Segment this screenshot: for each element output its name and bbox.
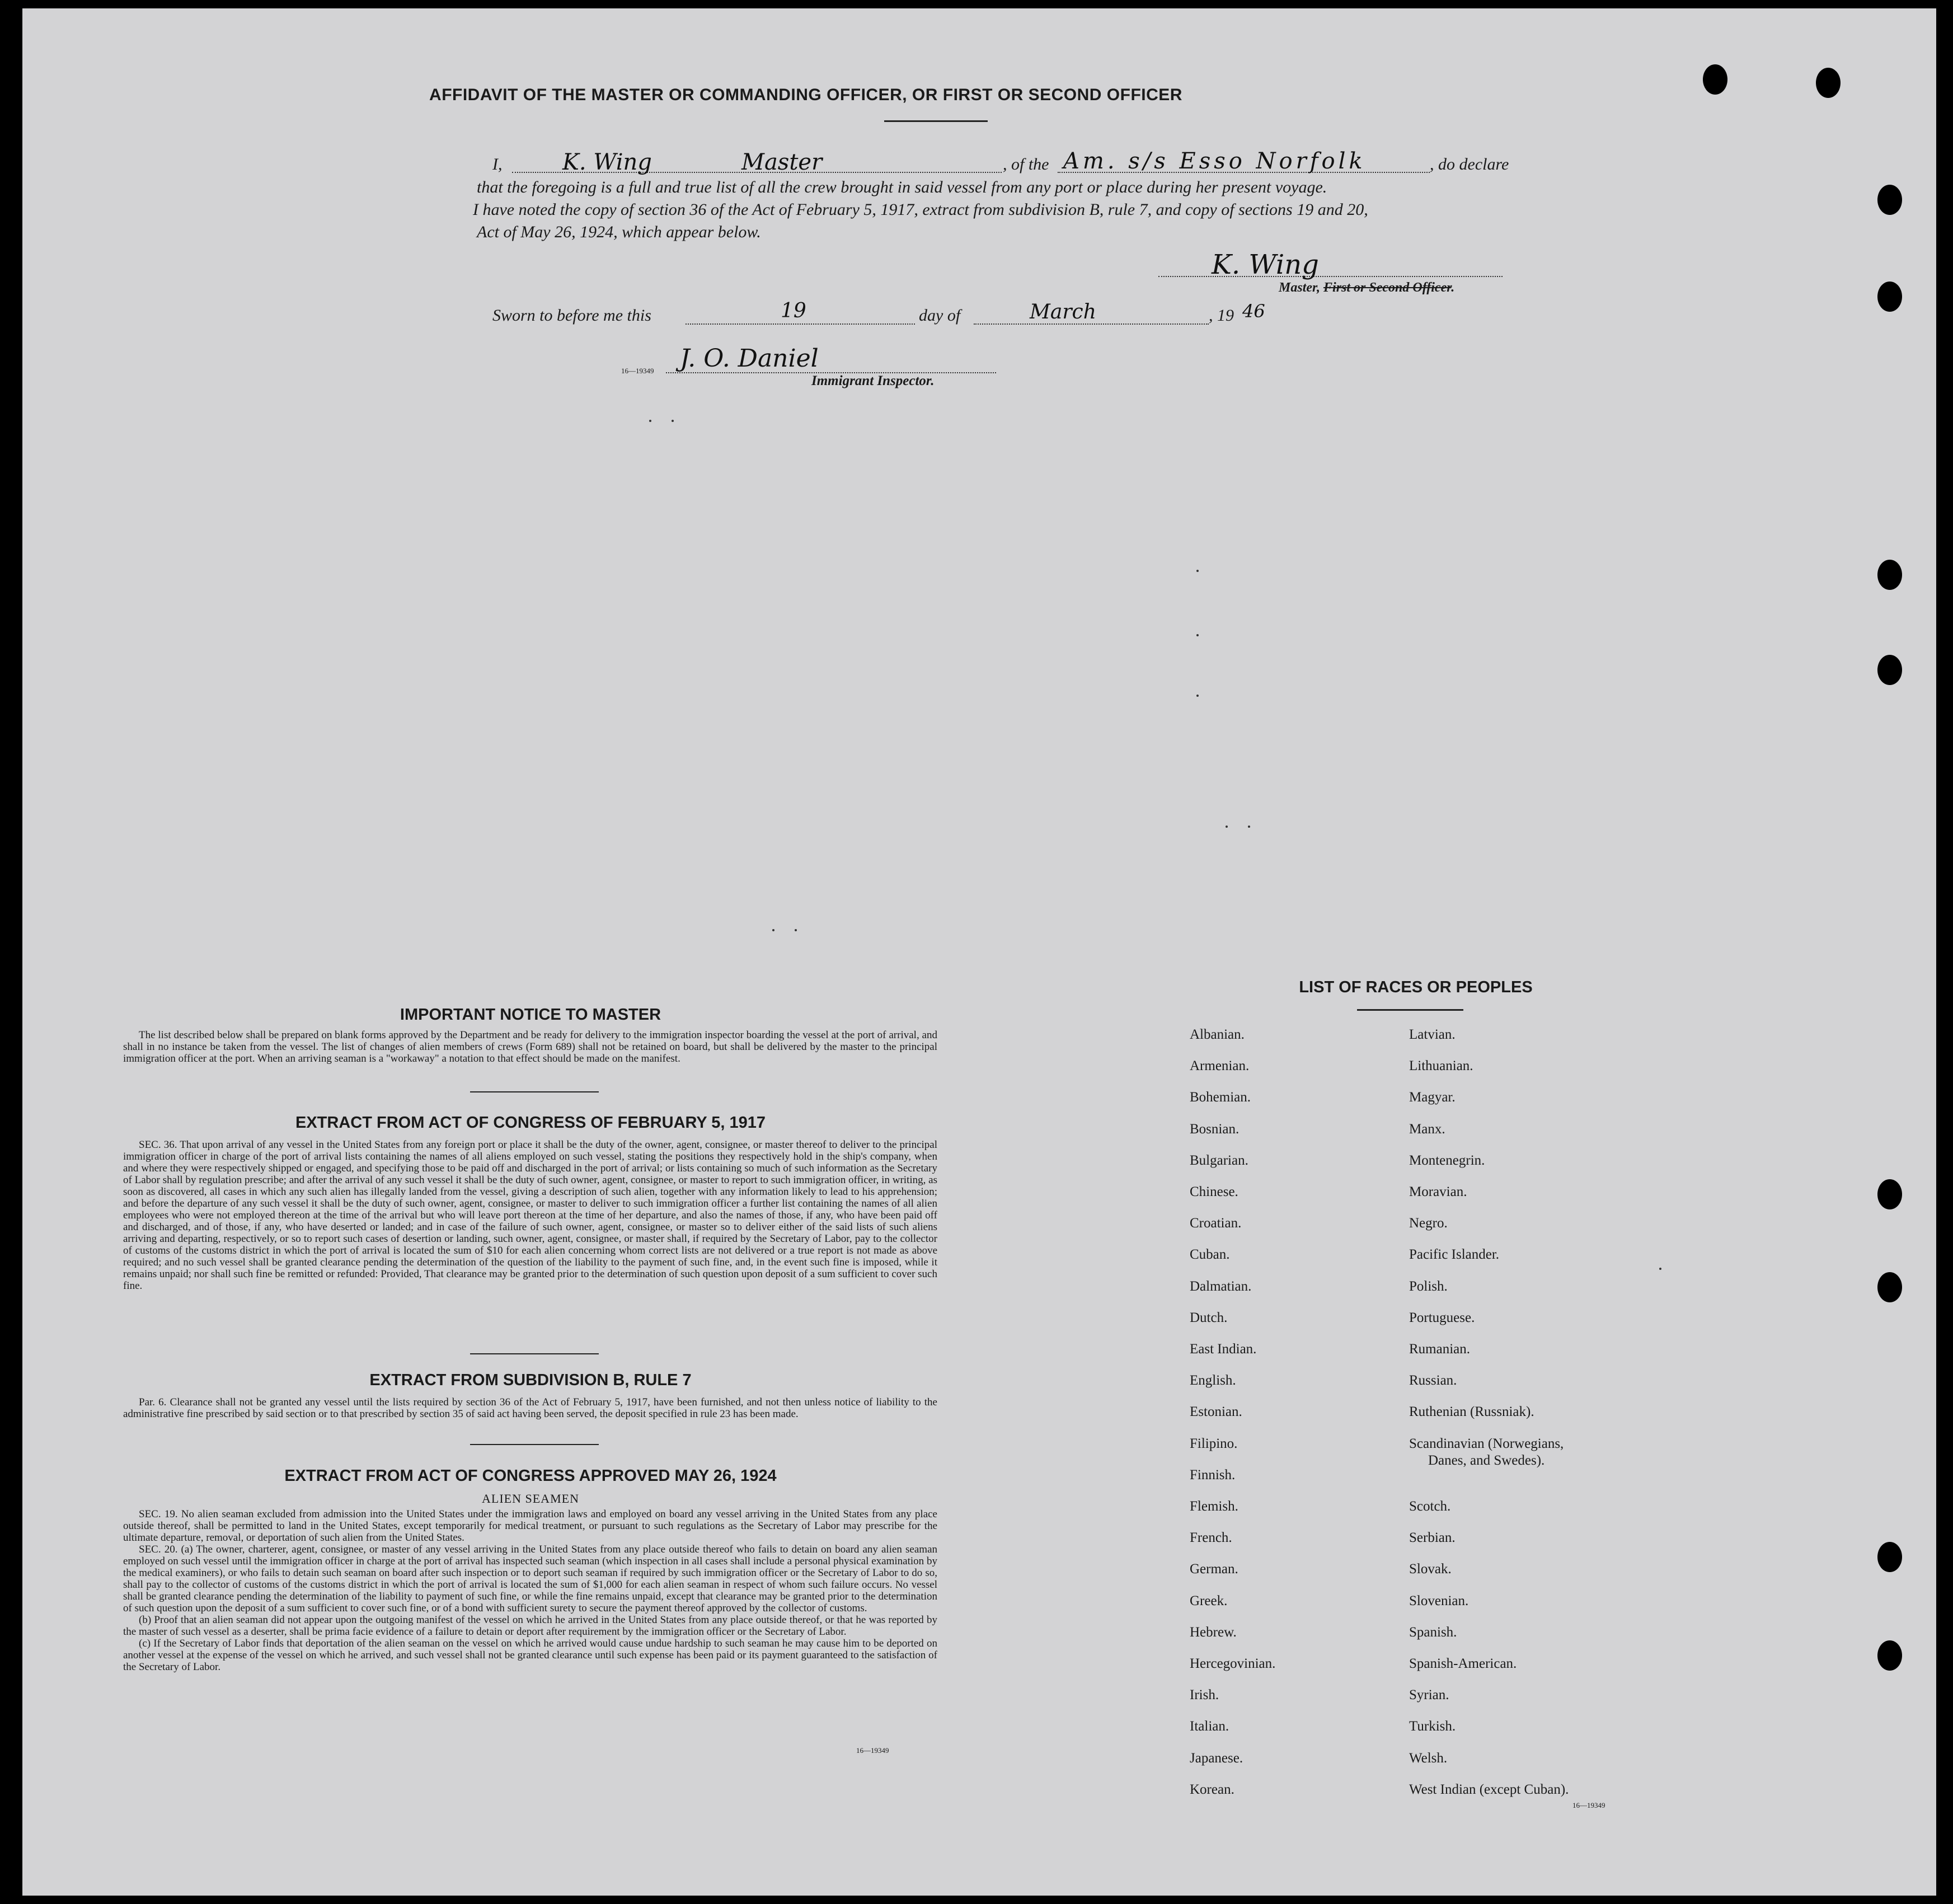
form-number: 16—19349 <box>856 1746 889 1755</box>
day-of-label: day of <box>919 306 961 325</box>
extract-1924-title: EXTRACT FROM ACT OF CONGRESS APPROVED MAY 26, 1924 <box>284 1467 777 1485</box>
signature-caption <box>1279 280 1454 296</box>
speck <box>772 929 774 931</box>
race-item: Portuguese. <box>1409 1310 1475 1325</box>
race-item: Armenian. <box>1190 1058 1250 1074</box>
race-item: Flemish. <box>1190 1499 1238 1514</box>
extract-1924-text <box>123 1508 937 1673</box>
race-item: Bosnian. <box>1190 1121 1240 1137</box>
extract-1917-text <box>123 1139 937 1292</box>
month-value: March <box>1030 301 1096 323</box>
punch-hole <box>1877 1640 1902 1671</box>
punch-hole <box>1816 68 1841 98</box>
race-item: Moravian. <box>1409 1184 1467 1199</box>
extract-1917-title: EXTRACT FROM ACT OF CONGRESS OF FEBRUARY 5, 1917 <box>295 1114 766 1132</box>
speck <box>1659 1268 1661 1270</box>
rank-value: Master <box>741 149 823 175</box>
day-field <box>686 323 915 325</box>
sec-19-paragraph: SEC. 19. No alien seaman excluded from admission into the United States under the immigration laws and employed on board any vessel arriving in the United States from any place outside thereof, shall be permitted to land in the United States, except temporarily for medical treatment, or pursuant to such regulations as the Secretary of Labor may prescribe for the ultimate departure, removal, or deportation of such alien from the United States. <box>123 1508 937 1544</box>
divider <box>1357 1009 1463 1011</box>
race-item: English. <box>1190 1373 1236 1389</box>
race-item: Manx. <box>1409 1121 1445 1137</box>
race-item: West Indian (except Cuban). <box>1409 1781 1569 1797</box>
affidavit-line-1 <box>492 155 503 174</box>
race-item: Latvian. <box>1409 1027 1456 1042</box>
caption-master: Master, <box>1279 280 1324 295</box>
punch-hole <box>1877 1272 1902 1302</box>
race-item: Irish. <box>1190 1687 1219 1703</box>
race-item: Scandinavian (Norwegians, <box>1409 1436 1564 1451</box>
punch-hole <box>1877 560 1902 590</box>
form-number: 16—19349 <box>1572 1801 1605 1809</box>
year-prefix: , 19 <box>1209 306 1234 325</box>
divider <box>884 120 988 122</box>
punch-hole <box>1877 1542 1902 1572</box>
sec-20a-paragraph: SEC. 20. (a) The owner, charterer, agent, consignee, or master of any vessel arriving in the United States from any place outside thereof who fails to detain on board any alien seaman employed on such vessel until the immigration officer in charge at the port of arrival has inspected such seaman (which inspection in all cases shall include a personal physical examination by the medical examiners), or who fails to detain such seaman on board after such inspection or to deport such seaman if required by such immigration officer or the Secretary of Labor to do so, shall pay to the collector of customs of the customs district in which the port of arrival is located the sum of $1,000 for each alien seaman in respect of whom such failure occurs. No vessel shall be granted clearance pending the determination of the liability to payment of such fine, or while the fine remains unpaid, except that clearance may be granted prior to the determination of such question upon the deposit of a sum sufficient to cover such fine, or of a bond with sufficient surety to secure the payment thereof approved by the collector of customs. <box>123 1544 937 1614</box>
race-item: Russian. <box>1409 1373 1457 1389</box>
race-item: Lithuanian. <box>1409 1058 1473 1074</box>
extract-rule7-text <box>123 1396 937 1420</box>
race-item: Italian. <box>1190 1719 1229 1734</box>
inspector-label: Immigrant Inspector. <box>811 373 935 388</box>
extract-rule7-title: EXTRACT FROM SUBDIVISION B, RULE 7 <box>369 1371 692 1389</box>
i-label: I, <box>492 155 503 173</box>
race-item-continuation: Danes, and Swedes). <box>1428 1452 1545 1468</box>
sec-20b-paragraph: (b) Proof that an alien seaman did not appear upon the outgoing manifest of the vessel on which he arrived in the United States from any place outside thereof, or that he was reported by the master of such vessel as a deserter, shall be prima facie evidence of a failure to detain or deport after requirement by the immigration officer or the Secretary of Labor. <box>123 1614 937 1638</box>
race-item: Slovak. <box>1409 1561 1452 1577</box>
month-field <box>974 323 1209 325</box>
divider <box>470 1444 599 1445</box>
race-item: Spanish. <box>1409 1624 1457 1640</box>
speck <box>1196 695 1199 697</box>
speck <box>672 420 674 422</box>
notice-paragraph: The list described below shall be prepared on blank forms approved by the Department and be ready for delivery to the immigration inspector boarding the vessel at the port of arrival, and shall in no instance be taken from the vessel. The list of changes of alien members of crews (Form 689) shall not be retained on board, but shall be delivered by the master to the principal immigration officer at the port. When an arriving seaman is a "workaway" a notation to that effect should be made on the manifest. <box>123 1029 937 1064</box>
race-item: Polish. <box>1409 1278 1448 1294</box>
affidavit-line-4: Act of May 26, 1924, which appear below. <box>477 223 761 241</box>
race-item: Hercegovinian. <box>1190 1656 1276 1671</box>
year-value: 46 <box>1242 301 1265 322</box>
speck <box>795 929 797 931</box>
punch-hole <box>1877 282 1902 312</box>
caption-period: . <box>1451 280 1455 295</box>
speck <box>1248 826 1250 828</box>
of-the-label: , of the <box>1003 155 1049 173</box>
race-item: Scotch. <box>1409 1499 1451 1514</box>
race-item: Dutch. <box>1190 1310 1228 1325</box>
sworn-label: Sworn to before me this <box>492 306 651 325</box>
race-item: Bohemian. <box>1190 1090 1251 1105</box>
punch-hole <box>1877 1179 1902 1209</box>
race-item: Cuban. <box>1190 1247 1230 1263</box>
divider <box>470 1091 599 1092</box>
race-item: Greek. <box>1190 1593 1228 1608</box>
race-item: Ruthenian (Russniak). <box>1409 1404 1534 1420</box>
race-item: Bulgarian. <box>1190 1152 1248 1168</box>
race-item: Pacific Islander. <box>1409 1247 1500 1263</box>
race-item: German. <box>1190 1561 1238 1577</box>
race-item: Hebrew. <box>1190 1624 1237 1640</box>
race-item: Syrian. <box>1409 1687 1449 1703</box>
race-item: Croatian. <box>1190 1216 1242 1231</box>
race-item: Japanese. <box>1190 1750 1243 1766</box>
race-item: Albanian. <box>1190 1027 1245 1042</box>
punch-hole <box>1703 64 1727 95</box>
speck <box>1226 826 1228 828</box>
do-declare-label: , do declare <box>1430 155 1509 173</box>
race-item: Finnish. <box>1190 1467 1236 1483</box>
section-36-paragraph: SEC. 36. That upon arrival of any vessel in the United States from any foreign port or place it shall be the duty of the owner, agent, consignee, or master thereof to deliver to the principal immigration officer in charge of the port of arrival lists containing the names of all aliens employed on such vessel, stating the positions they respectively hold in the ship's company, when and where they were respectively shipped or engaged, and specifying those to be paid off and discharged in the port of arrival; or lists containing so much of such information as the Secretary of Labor shall by regulation prescribe; and after the arrival of any such vessel it shall be the duty of such owner, agent, consignee, or master to report to such immigration officer, in writing, as soon as discovered, all cases in which any such alien has illegally landed from the vessel, giving a description of such alien, together with any information likely to lead to his apprehension; and before the departure of any such vessel it shall be the duty of such owner, agent, consignee, or master to deliver to such immigration officer a further list containing the names of all alien employees who were not employed thereon at the time of the arrival but who will leave port thereon at the time of her departure, and also the names of those, if any, who have been paid off and discharged, and of those, if any, who have deserted or landed; and in case of the failure of such owner, agent, consignee, or master so to deliver either of the said lists of such aliens arriving and departing, respectively, or so to report such cases of desertion or landing, such owner, agent, consignee, or master shall, if required by the Secretary of Labor, pay to the collector of customs of the customs district in which the port of arrival is located the sum of $10 for each alien concerning whom correct lists are not delivered or a true report is not made as above required; and no such vessel shall be granted clearance pending the determination of the question of the liability to the payment of such fine, and, in the event such fine is imposed, while it remains unpaid; nor shall such fine be remitted or refunded: Provided, That clearance may be granted prior to the determination of such question upon deposit of a sum sufficient to cover such fine. <box>123 1139 937 1292</box>
speck <box>1196 570 1199 572</box>
affidavit-title: AFFIDAVIT OF THE MASTER OR COMMANDING OFFICER, OR FIRST OR SECOND OFFICER <box>429 86 1182 104</box>
rule7-paragraph: Par. 6. Clearance shall not be granted any vessel until the lists required by section 36 of the Act of February 5, 1917, have been furnished, and not then unless notice of liability to the administrative fine prescribed by said section or to that prescribed by section 35 of said act having been served, the deposit specified in rule 23 has been made. <box>123 1396 937 1420</box>
race-item: French. <box>1190 1530 1232 1546</box>
race-item: Chinese. <box>1190 1184 1238 1199</box>
alien-seamen-subtitle: ALIEN SEAMEN <box>482 1492 579 1506</box>
affidavit-line-2: that the foregoing is a full and true list of all the crew brought in said vessel from any port or place during her present voyage. <box>477 178 1327 196</box>
race-item: Turkish. <box>1409 1719 1456 1734</box>
notice-title: IMPORTANT NOTICE TO MASTER <box>400 1006 661 1024</box>
punch-hole <box>1877 185 1902 215</box>
race-item: Dalmatian. <box>1190 1278 1252 1294</box>
race-item: Serbian. <box>1409 1530 1456 1546</box>
day-value: 19 <box>781 299 806 322</box>
race-item: Rumanian. <box>1409 1342 1471 1357</box>
punch-hole <box>1877 655 1902 685</box>
divider <box>470 1353 599 1354</box>
caption-first-second-officer: First or Second Officer <box>1323 280 1452 295</box>
notice-text <box>123 1029 937 1064</box>
race-item: Filipino. <box>1190 1436 1238 1451</box>
speck <box>649 420 651 422</box>
sec-20c-paragraph: (c) If the Secretary of Labor finds that deportation of the alien seaman on the vessel on which he arrived would cause undue hardship to such seaman he may cause him to be deported on another vessel at the expense of the vessel on which he arrived, and such vessel shall not be granted clearance until such expense has been paid or its payment guaranteed to the satisfaction of the Secretary of Labor. <box>123 1638 937 1673</box>
master-signature-field <box>1158 276 1503 277</box>
race-item: Slovenian. <box>1409 1593 1469 1608</box>
race-item: Spanish-American. <box>1409 1656 1517 1671</box>
race-item: Welsh. <box>1409 1750 1448 1766</box>
race-item: East Indian. <box>1190 1342 1257 1357</box>
form-number: 16—19349 <box>621 367 654 375</box>
inspector-signature: J. O. Daniel <box>680 344 819 373</box>
document-page <box>22 8 1936 1896</box>
name-value: K. Wing <box>562 149 652 175</box>
affidavit-line-3: I have noted the copy of section 36 of the Act of February 5, 1917, extract from subdivision B, rule 7, and copy of sections 19 and 20, <box>473 200 1368 219</box>
master-signature: K. Wing <box>1212 249 1319 280</box>
speck <box>1196 634 1199 636</box>
race-item: Negro. <box>1409 1216 1448 1231</box>
race-item: Estonian. <box>1190 1404 1242 1420</box>
race-item: Korean. <box>1190 1781 1234 1797</box>
vessel-value: Am. s/s Esso Norfolk <box>1063 148 1366 174</box>
race-item: Montenegrin. <box>1409 1152 1485 1168</box>
races-title: LIST OF RACES OR PEOPLES <box>1299 978 1533 996</box>
race-item: Magyar. <box>1409 1090 1456 1105</box>
